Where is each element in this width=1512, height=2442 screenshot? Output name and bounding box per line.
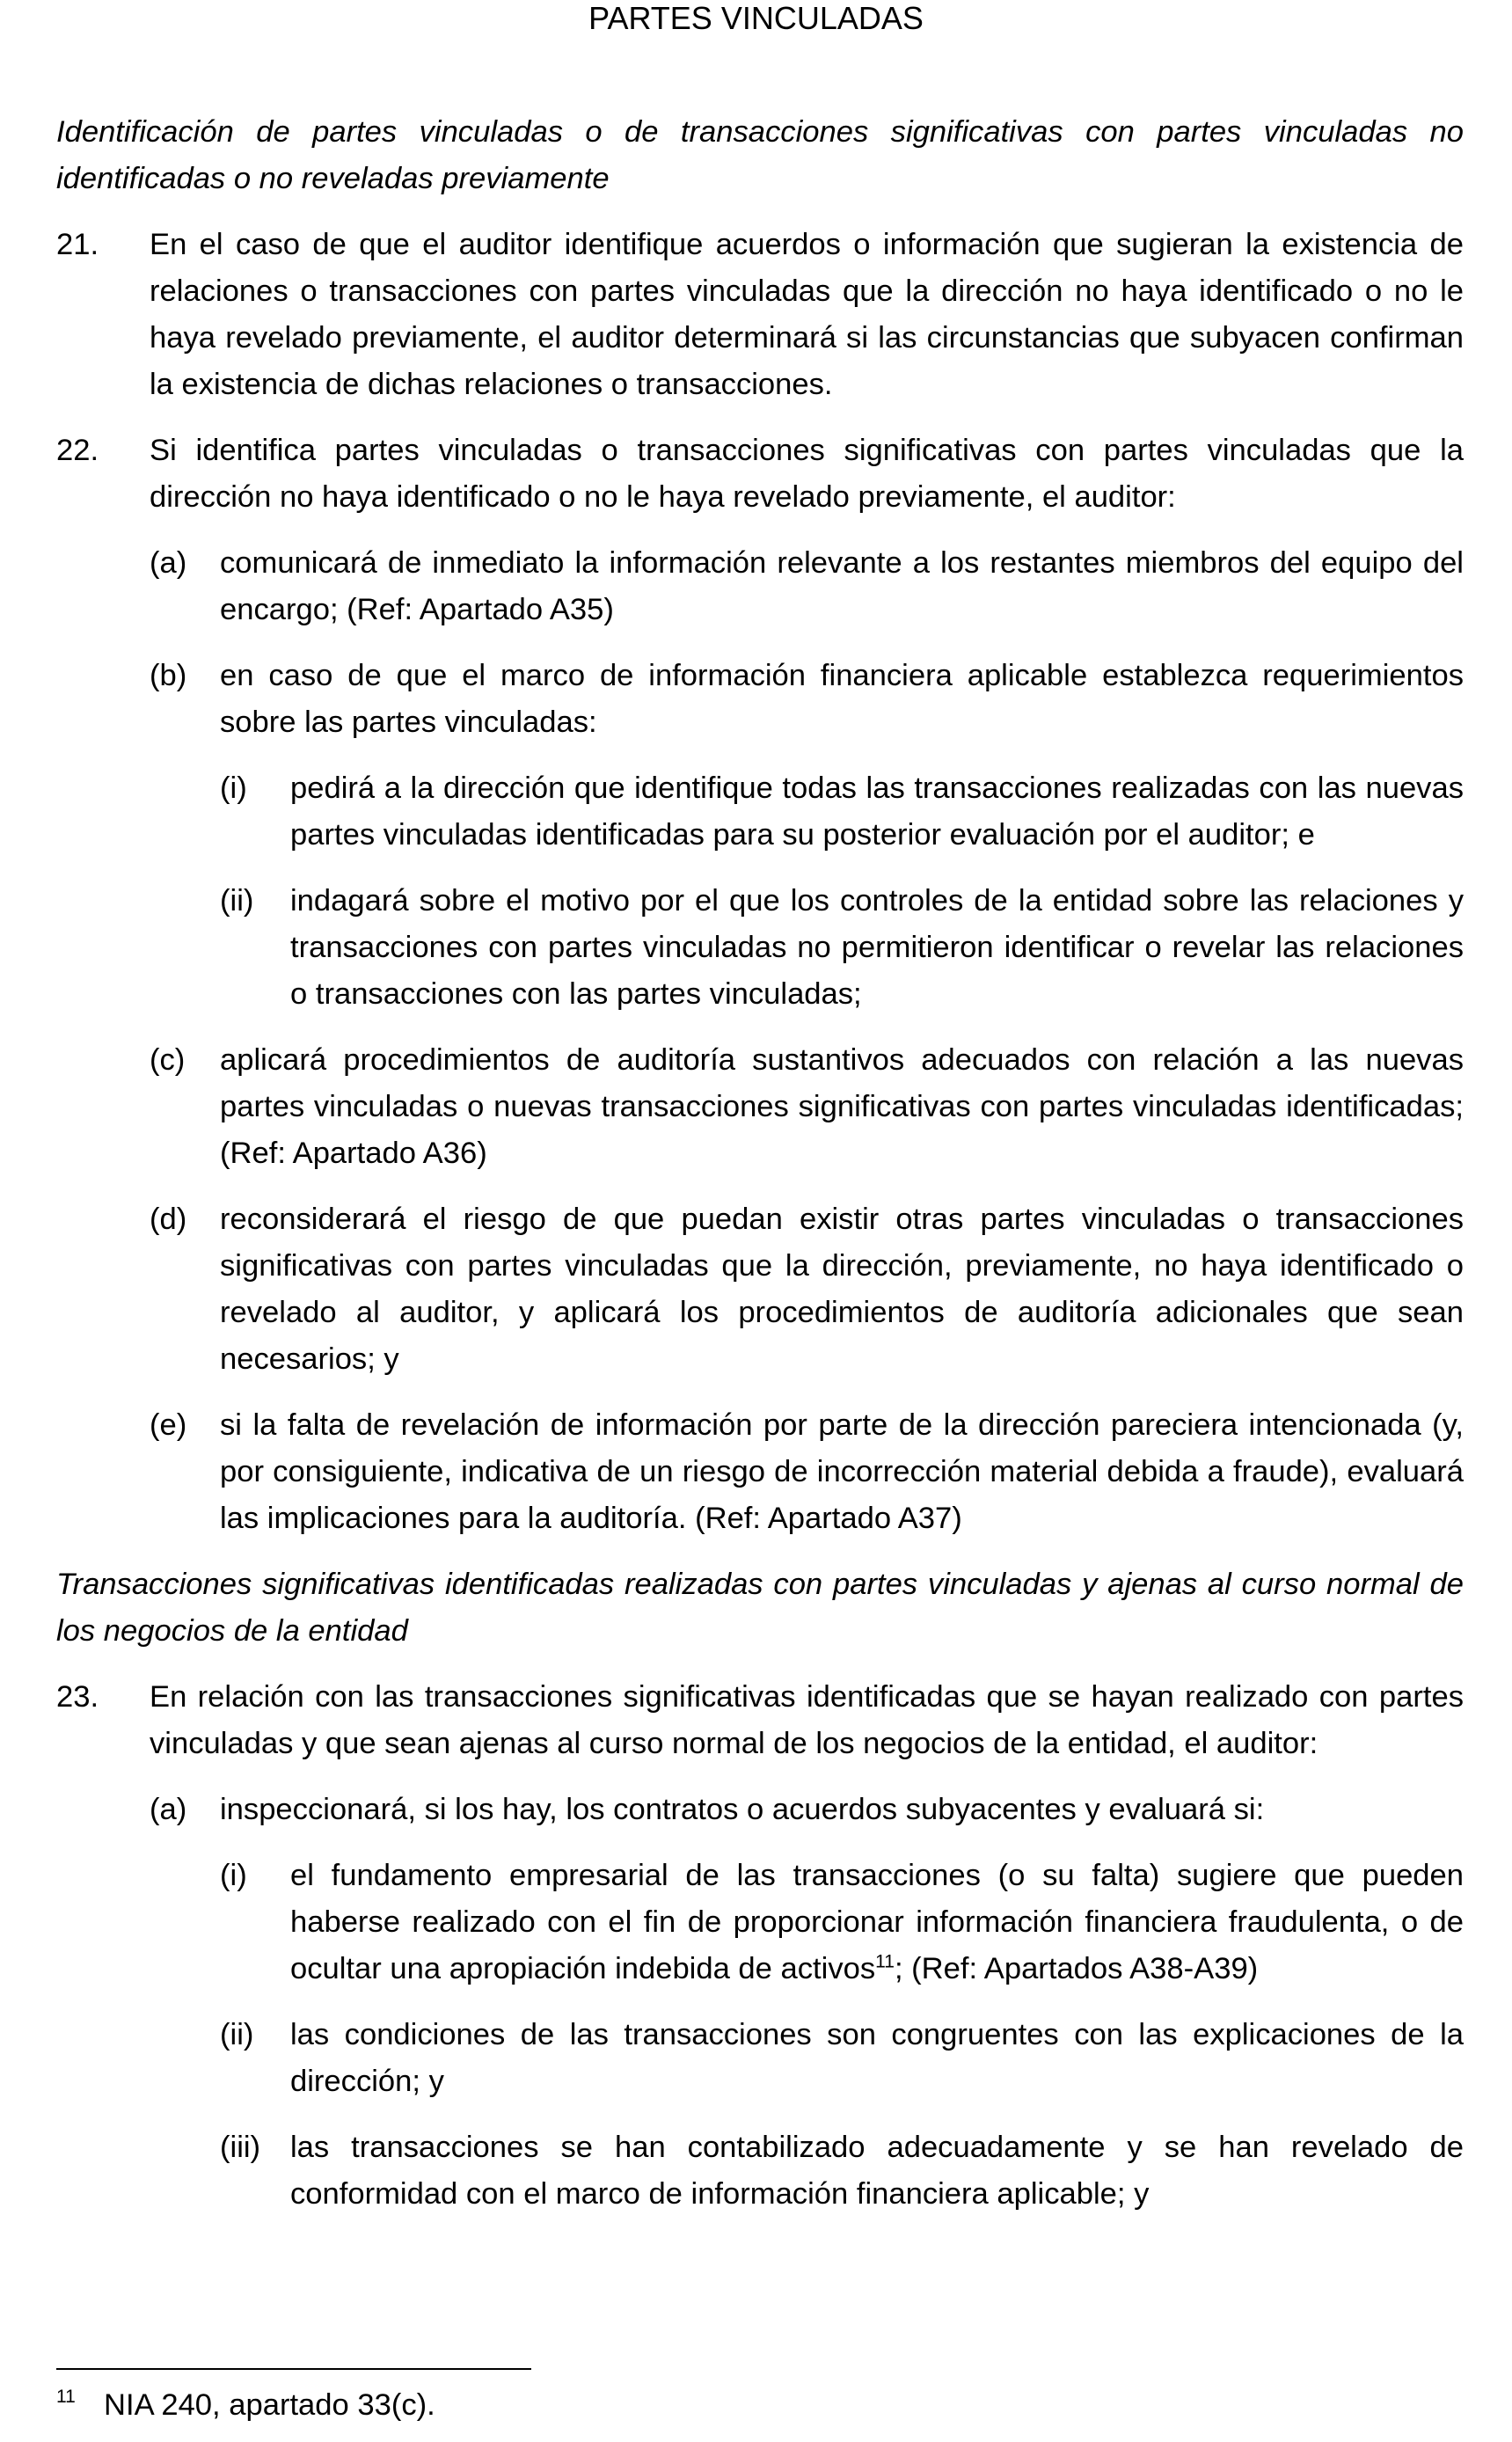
- sub-item-text-main: el fundamento empresarial de las transacciones (o su falta) sugiere que pueden haberse realizado con el fin de proporcionar información financiera fraudulenta, o de ocultar una apropiación indebida de activos: [290, 1859, 1464, 1985]
- paragraph-number: 22.: [56, 434, 99, 467]
- paragraph-21: [56, 222, 1464, 408]
- item-text: reconsiderará el riesgo de que puedan existir otras partes vinculadas o transacciones significativas con partes vinculadas que la dirección, previamente, no haya identificado o revelado al auditor, y aplicará los procedimientos de auditoría adicionales que sean necesarios; y: [220, 1203, 1464, 1376]
- item-label: (e): [150, 1408, 187, 1442]
- item-label: (a): [150, 546, 187, 580]
- paragraph-number: 21.: [56, 228, 99, 261]
- sub-item-ii: [220, 2012, 1464, 2105]
- sub-item-i: [220, 1853, 1464, 1992]
- paragraph-text: Si identifica partes vinculadas o transacciones significativas con partes vinculadas que la dirección no haya identificado o no le haya revelado previamente, el auditor:: [150, 434, 1464, 514]
- sub-item-label: (ii): [220, 884, 254, 918]
- list-item-e: [150, 1402, 1464, 1542]
- sub-item-text-ref: ; (Ref: Apartados A38-A39): [894, 1952, 1259, 1985]
- section-heading-transactions: Transacciones significativas identificadas realizadas con partes vinculadas y ajenas al curso normal de los negocios de la entidad: [56, 1568, 1464, 1648]
- paragraph-22: [56, 428, 1464, 1542]
- footnote-mark: 11: [56, 2387, 76, 2407]
- item-text: si la falta de revelación de información por parte de la dirección pareciera intencionada (y, por consiguiente, indicativa de un riesgo de incorrección material debida a fraude), evaluará las implicaciones para la auditoría. (Ref: Apartado A37): [220, 1408, 1464, 1535]
- paragraph-text: En relación con las transacciones significativas identificadas que se hayan realizado con partes vinculadas y que sean ajenas al curso normal de los negocios de la entidad, el auditor:: [150, 1680, 1464, 1760]
- footnote-text: NIA 240, apartado 33(c).: [104, 2388, 435, 2422]
- footnote-reference[interactable]: 11: [875, 1951, 895, 1972]
- item-label: (b): [150, 659, 187, 692]
- section-heading-identification: Identificación de partes vinculadas o de transacciones significativas con partes vinculadas no identificadas o no reveladas previamente: [56, 115, 1464, 195]
- sub-item-label: (iii): [220, 2131, 261, 2164]
- paragraph-23: [56, 1674, 1464, 2218]
- item-label: (c): [150, 1043, 186, 1077]
- document-body: [56, 109, 1464, 2237]
- sub-item-iii: [220, 2124, 1464, 2218]
- footnote-divider: [56, 2368, 531, 2370]
- item-text: en caso de que el marco de información financiera aplicable establezca requerimientos sobre las partes vinculadas:: [220, 659, 1464, 739]
- list-item-b: [150, 653, 1464, 1018]
- page-header: PARTES VINCULADAS: [588, 0, 924, 36]
- sub-item-label: (i): [220, 771, 247, 805]
- list-item-a: [150, 540, 1464, 633]
- paragraph-text: En el caso de que el auditor identifique acuerdos o información que sugieran la existencia de relaciones o transacciones con partes vinculadas que la dirección no haya identificado o no le haya revelado previamente, el auditor determinará si las circunstancias que subyacen confirman la existencia de dichas relaciones o transacciones.: [150, 228, 1464, 401]
- list-item-a: [150, 1787, 1464, 2218]
- sub-item-i: [220, 765, 1464, 859]
- sub-item-ii: [220, 878, 1464, 1018]
- item-text: inspeccionará, si los hay, los contratos o acuerdos subyacentes y evaluará si:: [220, 1793, 1265, 1826]
- item-text: comunicará de inmediato la información relevante a los restantes miembros del equipo del encargo; (Ref: Apartado A35): [220, 546, 1464, 626]
- item-text: aplicará procedimientos de auditoría sustantivos adecuados con relación a las nuevas partes vinculadas o nuevas transacciones significativas con partes vinculadas identificadas; (Ref: Apartado A36): [220, 1043, 1464, 1170]
- sub-item-text: [290, 1853, 1464, 1992]
- sub-item-label: (i): [220, 1859, 247, 1892]
- item-label: (d): [150, 1203, 187, 1236]
- footnote: [56, 2384, 435, 2426]
- sub-item-text: las condiciones de las transacciones son congruentes con las explicaciones de la dirección; y: [290, 2018, 1464, 2098]
- paragraph-number: 23.: [56, 1680, 99, 1714]
- item-label: (a): [150, 1793, 187, 1826]
- sub-item-label: (ii): [220, 2018, 254, 2051]
- list-item-d: [150, 1196, 1464, 1383]
- sub-item-text: las transacciones se han contabilizado adecuadamente y se han revelado de conformidad con el marco de información financiera aplicable; y: [290, 2131, 1464, 2211]
- sub-item-text: pedirá a la dirección que identifique todas las transacciones realizadas con las nuevas partes vinculadas identificadas para su posterior evaluación por el auditor; e: [290, 771, 1464, 852]
- list-item-c: [150, 1037, 1464, 1177]
- sub-item-text: indagará sobre el motivo por el que los controles de la entidad sobre las relaciones y transacciones con partes vinculadas no permitieron identificar o revelar las relaciones o transacciones con las partes vinculadas;: [290, 884, 1464, 1011]
